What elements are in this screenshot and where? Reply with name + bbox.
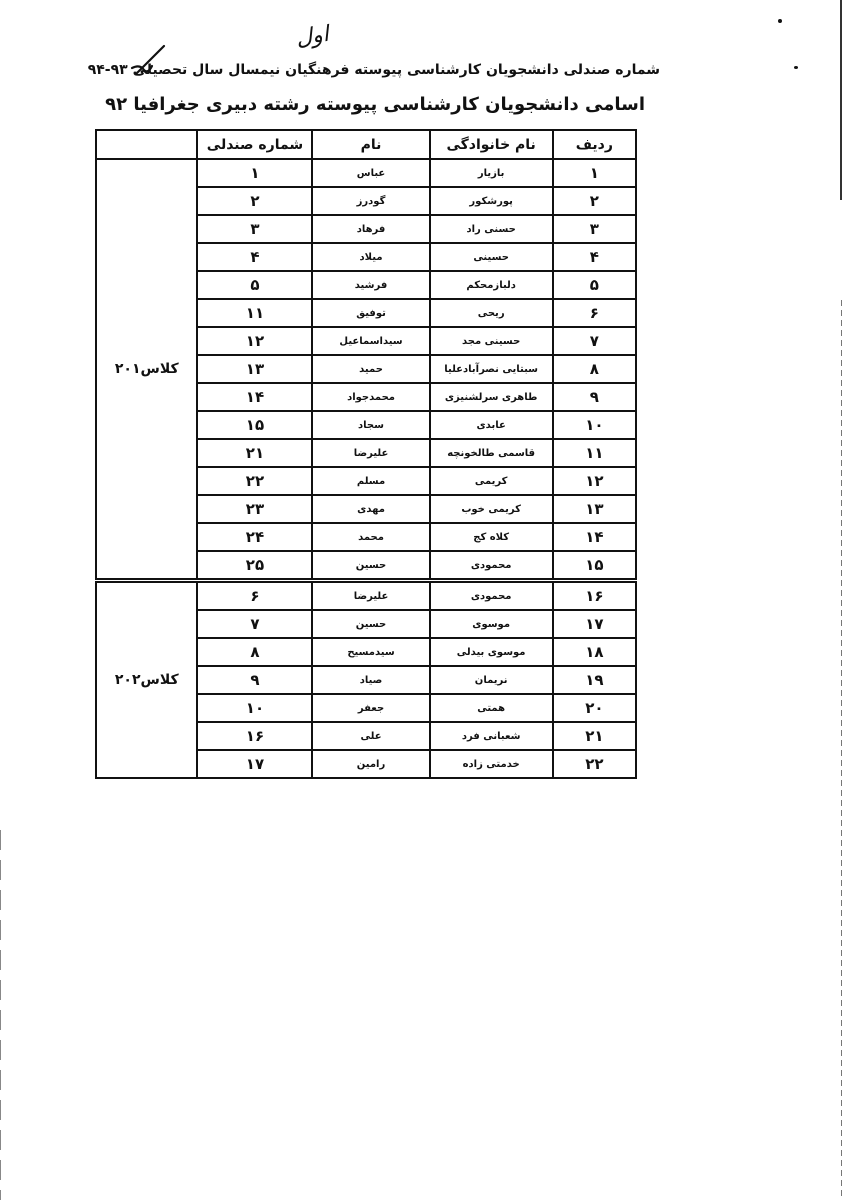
first-name: جعفر xyxy=(312,694,429,722)
handwritten-note: اول xyxy=(294,21,331,52)
first-name: سیداسماعیل xyxy=(312,327,429,355)
seat-number: ۲۴ xyxy=(197,523,312,551)
row-number: ۱۱ xyxy=(553,439,636,467)
table-header-row xyxy=(96,130,636,159)
class-label: کلاس۲۰۱ xyxy=(96,159,197,581)
first-name: محمدجواد xyxy=(312,383,429,411)
row-number: ۱ xyxy=(553,159,636,187)
family-name: طاهری سرلشنیزی xyxy=(430,383,553,411)
family-name: قاسمی طالخونچه xyxy=(430,439,553,467)
first-name: علیرضا xyxy=(312,439,429,467)
row-number: ۱۳ xyxy=(553,495,636,523)
row-number: ۲۲ xyxy=(553,750,636,778)
family-name: ریحی xyxy=(430,299,553,327)
header-first-name: نام xyxy=(312,130,429,159)
family-name: پورشکور xyxy=(430,187,553,215)
row-number: ۵ xyxy=(553,271,636,299)
first-name: حسین xyxy=(312,551,429,581)
seat-number: ۱۱ xyxy=(197,299,312,327)
page-edge-right-dashed xyxy=(841,300,842,1200)
family-name: حسینی xyxy=(430,243,553,271)
first-name: میلاد xyxy=(312,243,429,271)
row-number: ۷ xyxy=(553,327,636,355)
first-name: علی xyxy=(312,722,429,750)
row-number: ۸ xyxy=(553,355,636,383)
header-seat-number: شماره صندلی xyxy=(197,130,312,159)
seat-number: ۱۵ xyxy=(197,411,312,439)
header-row-number: ردیف xyxy=(553,130,636,159)
page-edge-left xyxy=(0,830,1,1200)
seat-number: ۱ xyxy=(197,159,312,187)
scan-speck-2 xyxy=(794,66,798,69)
first-name: حسین xyxy=(312,610,429,638)
seat-number: ۱۲ xyxy=(197,327,312,355)
first-name: علیرضا xyxy=(312,581,429,611)
family-name: عابدی xyxy=(430,411,553,439)
document-title: اسامی دانشجویان کارشناسی پیوسته رشته دبیری جغرافیا ۹۲ xyxy=(105,94,645,115)
family-name: حسینی مجد xyxy=(430,327,553,355)
seat-number: ۱۷ xyxy=(197,750,312,778)
seat-number: ۵ xyxy=(197,271,312,299)
family-name: شعبانی فرد xyxy=(430,722,553,750)
first-name: صیاد xyxy=(312,666,429,694)
seat-number: ۸ xyxy=(197,638,312,666)
family-name: محمودی xyxy=(430,551,553,581)
seat-number: ۹ xyxy=(197,666,312,694)
first-name: محمد xyxy=(312,523,429,551)
seat-number: ۲۱ xyxy=(197,439,312,467)
family-name: محمودی xyxy=(430,581,553,611)
family-name: حسنی راد xyxy=(430,215,553,243)
seat-number: ۱۰ xyxy=(197,694,312,722)
first-name: عباس xyxy=(312,159,429,187)
first-name: مسلم xyxy=(312,467,429,495)
first-name: رامین xyxy=(312,750,429,778)
table-row xyxy=(96,159,636,187)
table-row xyxy=(96,581,636,611)
header-class xyxy=(96,130,197,159)
first-name: سیدمسیح xyxy=(312,638,429,666)
row-number: ۱۷ xyxy=(553,610,636,638)
seat-number: ۱۴ xyxy=(197,383,312,411)
first-name: سجاد xyxy=(312,411,429,439)
seat-number: ۱۳ xyxy=(197,355,312,383)
row-number: ۱۰ xyxy=(553,411,636,439)
row-number: ۹ xyxy=(553,383,636,411)
row-number: ۱۴ xyxy=(553,523,636,551)
seat-number: ۷ xyxy=(197,610,312,638)
seat-number: ۲۲ xyxy=(197,467,312,495)
first-name: گودرز xyxy=(312,187,429,215)
row-number: ۲۰ xyxy=(553,694,636,722)
row-number: ۱۹ xyxy=(553,666,636,694)
family-name: همتی xyxy=(430,694,553,722)
family-name: دلبازمحکم xyxy=(430,271,553,299)
family-name: موسوی بیدلی xyxy=(430,638,553,666)
first-name: فرشید xyxy=(312,271,429,299)
seat-number: ۳ xyxy=(197,215,312,243)
family-name: خدمتی زاده xyxy=(430,750,553,778)
scan-speck-1 xyxy=(778,19,782,23)
first-name: توفیق xyxy=(312,299,429,327)
family-name: بازیار xyxy=(430,159,553,187)
seat-number: ۶ xyxy=(197,581,312,611)
row-number: ۶ xyxy=(553,299,636,327)
student-seat-table xyxy=(95,129,637,779)
family-name: کریمی خوب xyxy=(430,495,553,523)
document-subtitle: شماره صندلی دانشجویان کارشناسی پیوسته فرهنگیان نیمسال سال تحصیلی ۹۳-۹۴ xyxy=(87,62,660,78)
row-number: ۴ xyxy=(553,243,636,271)
family-name: موسوی xyxy=(430,610,553,638)
first-name: حمید xyxy=(312,355,429,383)
row-number: ۱۲ xyxy=(553,467,636,495)
row-number: ۲۱ xyxy=(553,722,636,750)
seat-number: ۲۳ xyxy=(197,495,312,523)
row-number: ۱۸ xyxy=(553,638,636,666)
first-name: مهدی xyxy=(312,495,429,523)
family-name: سبتایی نصرآبادعلیا xyxy=(430,355,553,383)
header-family-name: نام خانوادگی xyxy=(430,130,553,159)
table-body xyxy=(96,159,636,778)
seat-number: ۱۶ xyxy=(197,722,312,750)
row-number: ۳ xyxy=(553,215,636,243)
seat-number: ۴ xyxy=(197,243,312,271)
row-number: ۲ xyxy=(553,187,636,215)
row-number: ۱۵ xyxy=(553,551,636,581)
family-name: نریمان xyxy=(430,666,553,694)
seat-number: ۲ xyxy=(197,187,312,215)
first-name: فرهاد xyxy=(312,215,429,243)
class-label: کلاس۲۰۲ xyxy=(96,581,197,779)
seat-number: ۲۵ xyxy=(197,551,312,581)
row-number: ۱۶ xyxy=(553,581,636,611)
page-edge-right xyxy=(840,0,842,200)
family-name: کریمی xyxy=(430,467,553,495)
family-name: کلاه کج xyxy=(430,523,553,551)
